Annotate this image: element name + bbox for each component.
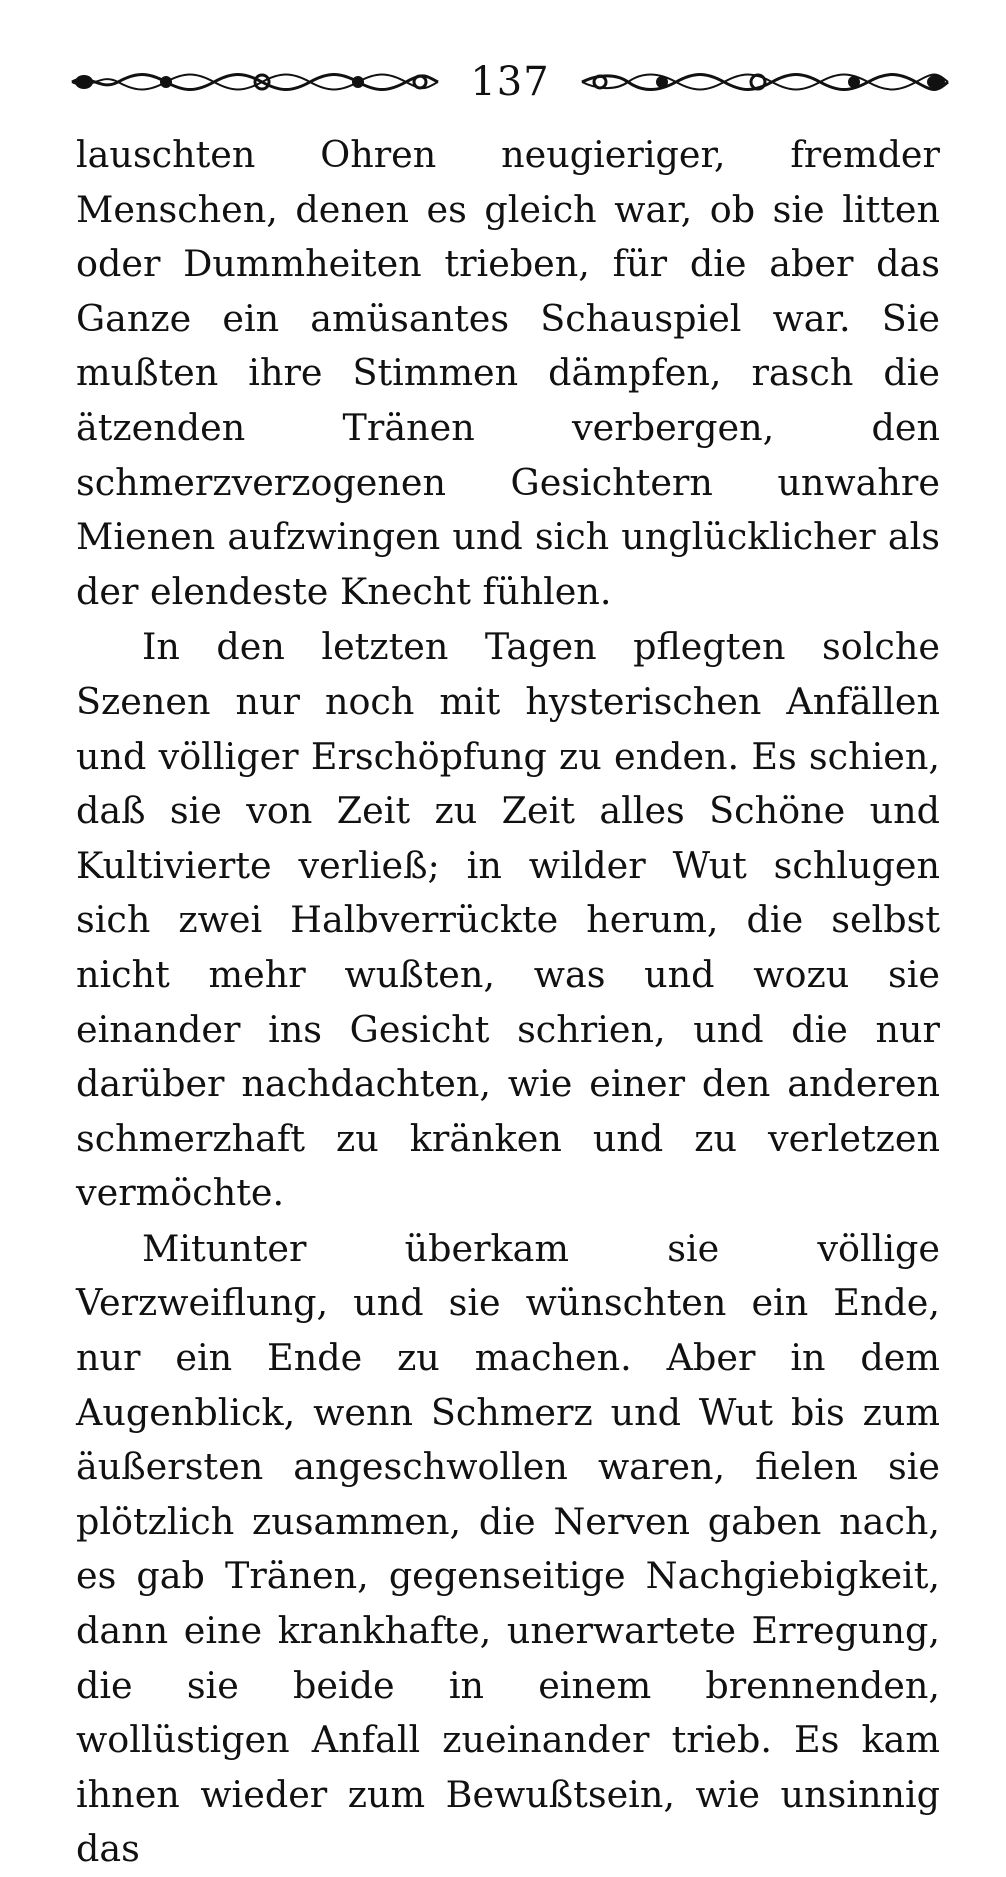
paragraph-1: lauschten Ohren neugieriger, fremder Menschen, denen es gleich war, ob sie litten oder Dummheiten trieben, für die aber das Ganze ein amüsantes Schauspiel war. Sie mußten ihre Stimmen dämpfen, rasch die ätzenden Tränen verbergen, den schmerzverzogenen Gesichtern unwahre Mienen aufzwingen und sich unglücklicher als der elendeste Knecht fühlen. — [76, 133, 940, 613]
page-number: 137 — [470, 59, 550, 105]
page-header — [70, 52, 950, 112]
paragraph-2: In den letzten Tagen pflegten solche Szenen nur noch mit hysterischen Anfällen und völliger Erschöpfung zu enden. Es schien, daß sie von Zeit zu Zeit alles Schöne und Kultivierte verließ; in wilder Wut schlugen sich zwei Halbverrückte herum, die selbst nicht mehr wußten, was und wozu sie einander ins Gesicht schrien, und die nur darüber nachdachten, wie einer den anderen schmerzhaft zu kränken und zu verletzen vermöchte. — [76, 625, 940, 1215]
paragraph-3: Mitunter überkam sie völlige Verzweiflung, und sie wünschten ein Ende, nur ein Ende zu machen. Aber in dem Augenblick, wenn Schmerz und Wut bis zum äußersten angeschwollen waren, fielen sie plötzlich zusammen, die Nerven gaben nach, es gab Tränen, gegenseitige Nachgiebigkeit, dann eine krankhafte, unerwartete Erregung, die sie beide in einem brennenden, wollüstigen Anfall zueinander trieb. Es kam ihnen wieder zum Bewußtsein, wie unsinnig das — [76, 1226, 940, 1871]
ornament-right-icon — [580, 70, 950, 94]
body-text — [76, 128, 940, 1877]
